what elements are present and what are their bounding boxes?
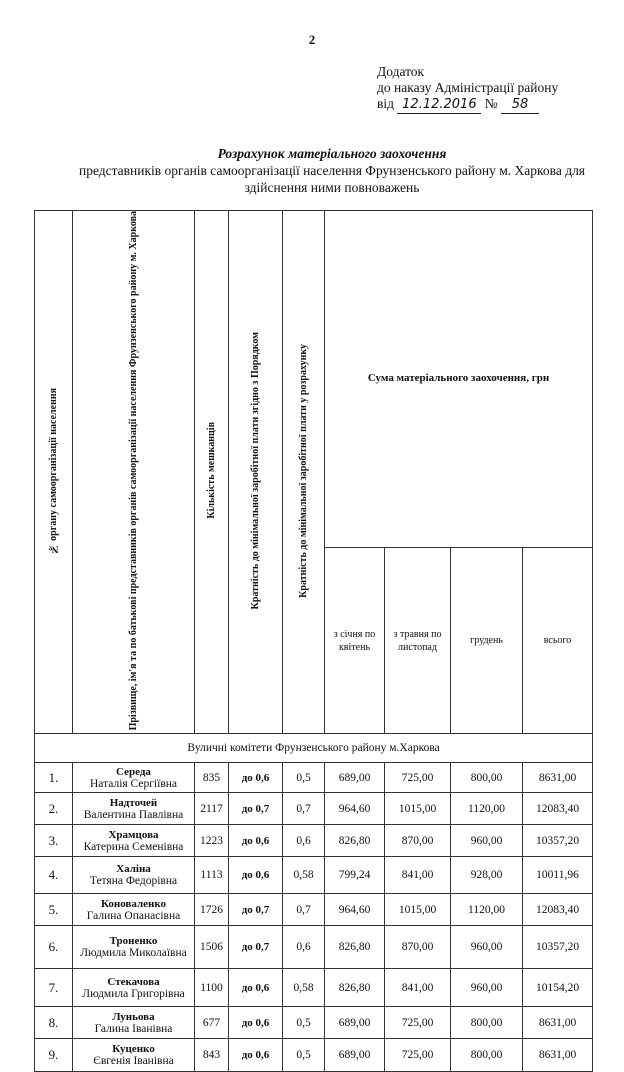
table-row	[35, 763, 593, 793]
row-residents: 677	[195, 1007, 229, 1039]
row-surname: Храмцова	[108, 828, 159, 841]
row-surname: Куценко	[112, 1043, 155, 1056]
row-may-nov: 725,00	[385, 763, 451, 793]
row-mult-order: до 0,6	[229, 825, 283, 857]
row-name	[73, 763, 195, 793]
row-given-names: Людмила Миколаївна	[80, 947, 187, 960]
row-mult-order: до 0,7	[229, 793, 283, 825]
row-number: 8.	[35, 1007, 73, 1039]
row-jan-apr: 799,24	[325, 857, 385, 894]
row-given-names: Євгенія Іванівна	[93, 1055, 174, 1068]
row-mult-calc: 0,5	[283, 1007, 325, 1039]
row-total: 8631,00	[523, 1039, 593, 1072]
page-number: 2	[308, 32, 316, 47]
row-may-nov: 725,00	[385, 1007, 451, 1039]
row-may-nov: 870,00	[385, 825, 451, 857]
row-mult-calc: 0,6	[283, 825, 325, 857]
row-jan-apr: 964,60	[325, 894, 385, 926]
row-residents: 1506	[195, 926, 229, 969]
row-total: 10357,20	[523, 926, 593, 969]
table-row	[35, 857, 593, 894]
row-surname: Троненко	[109, 935, 158, 948]
row-residents: 1223	[195, 825, 229, 857]
payments-table	[34, 210, 593, 1072]
row-may-nov: 841,00	[385, 857, 451, 894]
row-residents: 1726	[195, 894, 229, 926]
number-prefix: №	[484, 96, 498, 111]
header-sum-may-nov: з травня по листопад	[385, 547, 451, 734]
row-name	[73, 825, 195, 857]
row-jan-apr: 826,80	[325, 926, 385, 969]
row-mult-calc: 0,7	[283, 793, 325, 825]
table-row	[35, 825, 593, 857]
row-mult-order: до 0,7	[229, 894, 283, 926]
row-dec: 800,00	[451, 1007, 523, 1039]
row-name	[73, 969, 195, 1007]
row-surname: Коноваленко	[100, 897, 167, 910]
row-residents: 2117	[195, 793, 229, 825]
row-given-names: Людмила Григорівна	[82, 987, 185, 1000]
row-mult-order: до 0,6	[229, 1007, 283, 1039]
header-sum-group: Сума матеріального заохочення, грн	[325, 211, 593, 548]
row-total: 12083,40	[523, 793, 593, 825]
addendum-line1: Додаток	[377, 64, 425, 79]
row-dec: 960,00	[451, 926, 523, 969]
row-jan-apr: 689,00	[325, 763, 385, 793]
row-mult-order: до 0,6	[229, 1039, 283, 1072]
row-given-names: Галина Опанасівна	[86, 909, 181, 922]
row-number: 9.	[35, 1039, 73, 1072]
row-may-nov: 841,00	[385, 969, 451, 1007]
row-dec: 1120,00	[451, 793, 523, 825]
row-may-nov: 1015,00	[385, 894, 451, 926]
header-number: № органу самоорганізації населення	[35, 211, 73, 734]
row-residents: 1113	[195, 857, 229, 894]
header-name: Прізвище, ім'я та по батькові представників органів самоорганізації населення Фрунзенського району м. Харкова	[73, 211, 195, 734]
row-jan-apr: 689,00	[325, 1007, 385, 1039]
row-residents: 843	[195, 1039, 229, 1072]
row-jan-apr: 689,00	[325, 1039, 385, 1072]
row-total: 10011,96	[523, 857, 593, 894]
row-mult-order: до 0,6	[229, 969, 283, 1007]
row-jan-apr: 826,80	[325, 969, 385, 1007]
row-dec: 1120,00	[451, 894, 523, 926]
row-number: 6.	[35, 926, 73, 969]
header-sum-dec: грудень	[451, 547, 523, 734]
row-mult-calc: 0,7	[283, 894, 325, 926]
row-mult-order: до 0,6	[229, 763, 283, 793]
document-title: Розрахунок матеріального заохочення	[217, 146, 447, 161]
row-number: 4.	[35, 857, 73, 894]
table-row	[35, 793, 593, 825]
addendum-line2: до наказу Адміністрації району	[377, 80, 559, 95]
addendum-block	[377, 64, 558, 114]
row-number: 7.	[35, 969, 73, 1007]
row-mult-order: до 0,6	[229, 857, 283, 894]
header-mult-order: Кратність до мінімальної заробітної плати згідно з Порядком	[229, 211, 283, 734]
row-total: 12083,40	[523, 894, 593, 926]
row-surname: Стекачова	[107, 975, 160, 988]
row-dec: 960,00	[451, 825, 523, 857]
row-total: 8631,00	[523, 1007, 593, 1039]
row-residents: 1100	[195, 969, 229, 1007]
row-given-names: Галина Іванівна	[94, 1022, 173, 1035]
header-sum-jan-apr: з січня по квітень	[325, 547, 385, 734]
row-surname: Надточей	[109, 796, 158, 809]
row-mult-calc: 0,58	[283, 969, 325, 1007]
row-given-names: Тетяна Федорівна	[89, 875, 178, 888]
section-title: Вуличні комітети Фрунзенського району м.Харкова	[35, 734, 593, 763]
row-given-names: Валентина Павлівна	[83, 808, 184, 821]
table-row	[35, 1039, 593, 1072]
row-dec: 800,00	[451, 1039, 523, 1072]
row-residents: 835	[195, 763, 229, 793]
handwritten-date: 12.12.2016	[397, 97, 481, 114]
row-name	[73, 793, 195, 825]
row-total: 10357,20	[523, 825, 593, 857]
addendum-date-line	[377, 96, 558, 114]
row-number: 3.	[35, 825, 73, 857]
row-mult-calc: 0,58	[283, 857, 325, 894]
table-row	[35, 969, 593, 1007]
row-dec: 960,00	[451, 969, 523, 1007]
row-may-nov: 1015,00	[385, 793, 451, 825]
document-subtitle: представників органів самоорганізації населення Фрунзенського району м. Харкова для здійснення ними повноважень	[78, 163, 586, 195]
row-name	[73, 894, 195, 926]
row-number: 1.	[35, 763, 73, 793]
row-dec: 800,00	[451, 763, 523, 793]
row-number: 5.	[35, 894, 73, 926]
row-mult-calc: 0,6	[283, 926, 325, 969]
table-row	[35, 926, 593, 969]
row-total: 10154,20	[523, 969, 593, 1007]
row-name	[73, 1039, 195, 1072]
row-total: 8631,00	[523, 763, 593, 793]
row-surname: Халіна	[116, 863, 151, 876]
row-name	[73, 926, 195, 969]
row-may-nov: 725,00	[385, 1039, 451, 1072]
header-residents: Кількість мешканців	[195, 211, 229, 734]
row-given-names: Катерина Семенівна	[83, 840, 184, 853]
row-dec: 928,00	[451, 857, 523, 894]
header-sum-total: всього	[523, 547, 593, 734]
row-name	[73, 1007, 195, 1039]
row-jan-apr: 826,80	[325, 825, 385, 857]
row-name	[73, 857, 195, 894]
handwritten-number: 58	[501, 97, 539, 114]
row-mult-order: до 0,7	[229, 926, 283, 969]
table-row	[35, 894, 593, 926]
row-jan-apr: 964,60	[325, 793, 385, 825]
row-mult-calc: 0,5	[283, 763, 325, 793]
date-prefix: від	[377, 96, 394, 111]
row-may-nov: 870,00	[385, 926, 451, 969]
row-surname: Луньова	[112, 1010, 155, 1023]
row-mult-calc: 0,5	[283, 1039, 325, 1072]
row-surname: Середа	[116, 765, 151, 778]
table-row	[35, 1007, 593, 1039]
row-number: 2.	[35, 793, 73, 825]
header-mult-calc: Кратність до мінімальної заробітної плати у розрахунку	[283, 211, 325, 734]
row-given-names: Наталія Сергіївна	[89, 777, 178, 790]
